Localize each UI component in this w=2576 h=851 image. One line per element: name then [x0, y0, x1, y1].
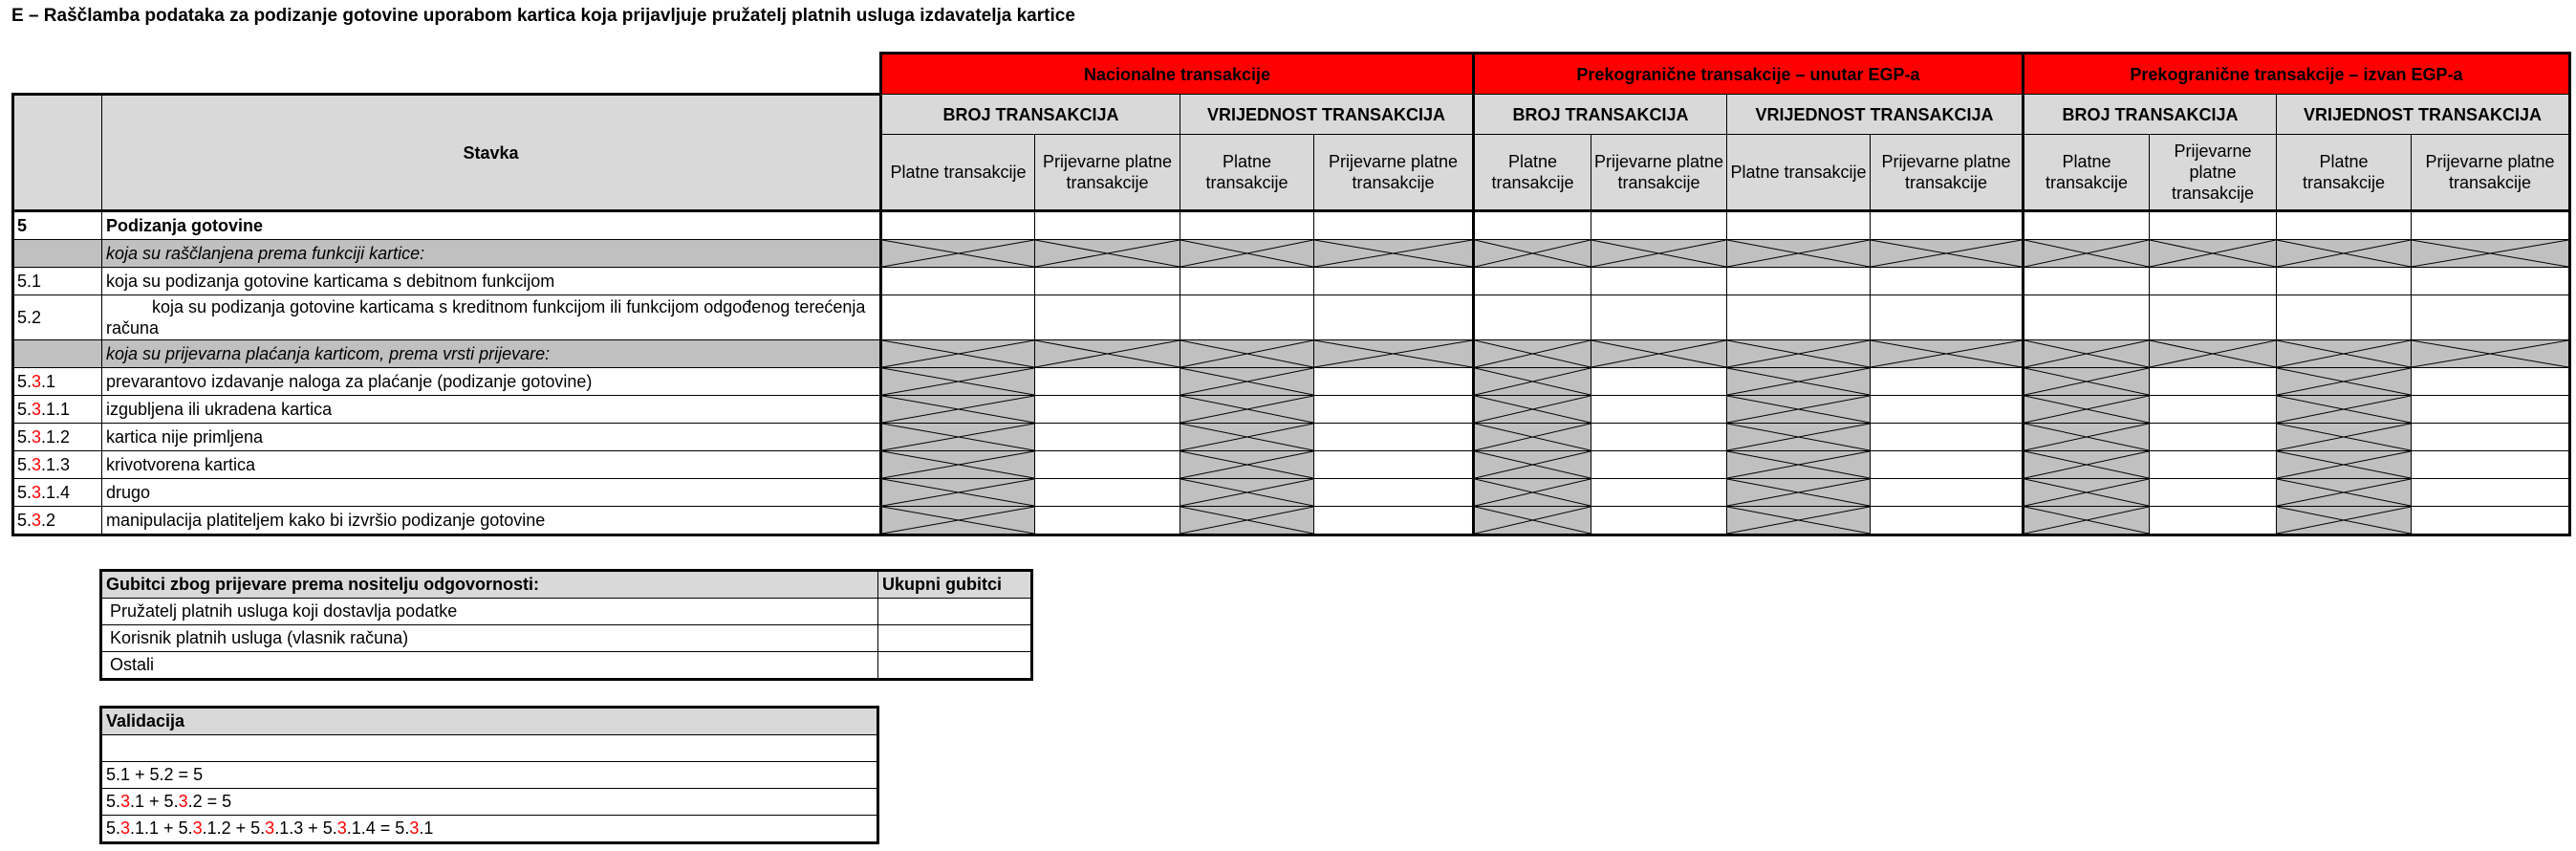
- input-cell[interactable]: [1871, 424, 2024, 451]
- validation-row: [101, 816, 878, 843]
- crossed-cell: [1727, 507, 1871, 535]
- row-code: [13, 240, 102, 268]
- input-cell[interactable]: [1727, 268, 1871, 295]
- subheader-broj: BROJ TRANSAKCIJA: [2024, 95, 2277, 135]
- input-cell[interactable]: [1314, 211, 1474, 240]
- crossed-cell: [1474, 479, 1591, 507]
- table-row: [13, 268, 2570, 295]
- crossed-cell: [2277, 240, 2412, 268]
- col-header-platne: Platne transakcije: [2024, 135, 2150, 211]
- crossed-cell: [881, 240, 1035, 268]
- losses-item-label: Ostali: [101, 652, 878, 680]
- row-code: 5: [13, 211, 102, 240]
- input-cell[interactable]: [881, 268, 1035, 295]
- input-cell[interactable]: [1035, 479, 1180, 507]
- input-cell[interactable]: [2150, 396, 2277, 424]
- crossed-cell: [1474, 368, 1591, 396]
- losses-header: Gubitci zbog prijevare prema nositelju odgovornosti:: [101, 571, 878, 599]
- row-label: Podizanja gotovine: [102, 211, 881, 240]
- input-cell[interactable]: [1035, 507, 1180, 535]
- input-cell[interactable]: [1314, 268, 1474, 295]
- validation-rule: 5.3.1.1 + 5.3.1.2 + 5.3.1.3 + 5.3.1.4 = 5.3.1: [101, 816, 878, 843]
- crossed-cell: [2150, 240, 2277, 268]
- subheader-vrijednost: VRIJEDNOST TRANSAKCIJA: [1727, 95, 2024, 135]
- row-code: 5.2: [13, 295, 102, 340]
- validation-rule: 5.3.1 + 5.3.2 = 5: [101, 789, 878, 816]
- col-header-platne: Platne transakcije: [881, 135, 1035, 211]
- input-cell[interactable]: [2150, 479, 2277, 507]
- crossed-cell: [1727, 424, 1871, 451]
- crossed-cell: [1474, 424, 1591, 451]
- validation-row: [101, 789, 878, 816]
- input-cell[interactable]: [1871, 295, 2024, 340]
- input-cell[interactable]: [2150, 424, 2277, 451]
- input-cell[interactable]: [2412, 295, 2570, 340]
- row-code: [13, 340, 102, 368]
- losses-total-header: Ukupni gubitci: [878, 571, 1032, 599]
- crossed-cell: [1035, 340, 1180, 368]
- input-cell[interactable]: [1180, 295, 1314, 340]
- crossed-cell: [1474, 451, 1591, 479]
- losses-item-label: Pružatelj platnih usluga koji dostavlja podatke: [101, 599, 878, 625]
- col-header-platne: Platne transakcije: [2277, 135, 2412, 211]
- crossed-cell: [2277, 368, 2412, 396]
- validation-row: [101, 762, 878, 789]
- crossed-cell: [1727, 340, 1871, 368]
- validation-table: [99, 706, 879, 844]
- input-cell[interactable]: [2412, 479, 2570, 507]
- row-code: 5.3.1.2: [13, 424, 102, 451]
- input-cell[interactable]: [1314, 396, 1474, 424]
- validation-rule: 5.1 + 5.2 = 5: [101, 762, 878, 789]
- crossed-cell: [1180, 368, 1314, 396]
- losses-row: [101, 625, 1032, 652]
- row-label: krivotvorena kartica: [102, 451, 881, 479]
- losses-header-row: [101, 571, 1032, 599]
- input-cell[interactable]: [2277, 268, 2412, 295]
- validation-row: [101, 735, 878, 762]
- crossed-cell: [2277, 424, 2412, 451]
- input-cell[interactable]: [1314, 295, 1474, 340]
- crossed-cell: [2024, 479, 2150, 507]
- input-cell[interactable]: [2150, 211, 2277, 240]
- validation-header: Validacija: [101, 708, 878, 735]
- crossed-cell: [881, 451, 1035, 479]
- crossed-cell: [2024, 424, 2150, 451]
- input-cell[interactable]: [1591, 368, 1727, 396]
- crossed-cell: [2277, 396, 2412, 424]
- input-cell[interactable]: [1591, 268, 1727, 295]
- col-header-prijevarne: Prijevarne platne transakcije: [2412, 135, 2570, 211]
- input-cell[interactable]: [1314, 451, 1474, 479]
- row-label: koja su podizanja gotovine karticama s kreditnom funkcijom ili funkcijom odgođenog terećenja računa: [102, 295, 881, 340]
- input-cell[interactable]: [2412, 396, 2570, 424]
- crossed-cell: [1474, 240, 1591, 268]
- input-cell[interactable]: [2412, 451, 2570, 479]
- input-cell[interactable]: [881, 295, 1035, 340]
- input-cell[interactable]: [2412, 368, 2570, 396]
- input-cell[interactable]: [1591, 507, 1727, 535]
- input-cell[interactable]: [2150, 507, 2277, 535]
- table-row: [13, 507, 2570, 535]
- input-cell[interactable]: [881, 211, 1035, 240]
- crossed-cell: [1871, 340, 2024, 368]
- input-cell[interactable]: [1035, 268, 1180, 295]
- row-code: 5.3.1: [13, 368, 102, 396]
- row-code: 5.3.1.3: [13, 451, 102, 479]
- crossed-cell: [1314, 340, 1474, 368]
- row-label: koja su prijevarna plaćanja karticom, prema vrsti prijevare:: [102, 340, 881, 368]
- group-header-cross-eea: Prekogranične transakcije – unutar EGP-a: [1474, 54, 2024, 95]
- row-code: 5.1: [13, 268, 102, 295]
- input-cell[interactable]: [1314, 479, 1474, 507]
- input-cell[interactable]: [1871, 451, 2024, 479]
- crossed-cell: [881, 507, 1035, 535]
- page-title: E – Raščlamba podataka za podizanje gotovine uporabom kartica koja prijavljuje pružatelj platnih usluga izdavatelja kartice: [11, 6, 1075, 26]
- crossed-cell: [1180, 424, 1314, 451]
- crossed-cell: [1180, 396, 1314, 424]
- subheader-broj: BROJ TRANSAKCIJA: [881, 95, 1180, 135]
- crossed-cell: [1474, 396, 1591, 424]
- crossed-cell: [1180, 340, 1314, 368]
- crossed-cell: [2024, 507, 2150, 535]
- row-code: 5.3.1.4: [13, 479, 102, 507]
- input-cell[interactable]: [1180, 268, 1314, 295]
- col-header-prijevarne: Prijevarne platne transakcije: [1035, 135, 1180, 211]
- header-code-cell: [13, 95, 102, 211]
- input-cell[interactable]: [2150, 295, 2277, 340]
- input-cell[interactable]: [1314, 368, 1474, 396]
- crossed-cell: [2024, 396, 2150, 424]
- table-row: [13, 340, 2570, 368]
- validation-header-row: [101, 708, 878, 735]
- row-label: kartica nije primljena: [102, 424, 881, 451]
- crossed-cell: [1591, 240, 1727, 268]
- input-cell[interactable]: [1727, 211, 1871, 240]
- crossed-cell: [1180, 507, 1314, 535]
- crossed-cell: [2412, 340, 2570, 368]
- losses-row: [101, 599, 1032, 625]
- input-cell[interactable]: [2412, 507, 2570, 535]
- group-header-national: Nacionalne transakcije: [881, 54, 1474, 95]
- input-cell[interactable]: [1474, 268, 1591, 295]
- input-cell[interactable]: [1871, 507, 2024, 535]
- row-code: 5.3.2: [13, 507, 102, 535]
- losses-row: [101, 652, 1032, 680]
- input-cell[interactable]: [1591, 396, 1727, 424]
- crossed-cell: [2150, 340, 2277, 368]
- subheader-vrijednost: VRIJEDNOST TRANSAKCIJA: [2277, 95, 2570, 135]
- input-cell[interactable]: [2150, 268, 2277, 295]
- input-cell[interactable]: [1591, 479, 1727, 507]
- input-cell[interactable]: [2024, 295, 2150, 340]
- crossed-cell: [1180, 451, 1314, 479]
- input-cell[interactable]: [1727, 295, 1871, 340]
- input-cell[interactable]: [1591, 211, 1727, 240]
- losses-value-cell[interactable]: [878, 652, 1032, 680]
- table-row: [13, 211, 2570, 240]
- col-header-platne: Platne transakcije: [1474, 135, 1591, 211]
- input-cell[interactable]: [1474, 295, 1591, 340]
- losses-item-label: Korisnik platnih usluga (vlasnik računa): [101, 625, 878, 652]
- input-cell[interactable]: [1871, 268, 2024, 295]
- input-cell[interactable]: [1035, 368, 1180, 396]
- input-cell[interactable]: [1035, 451, 1180, 479]
- crossed-cell: [1180, 240, 1314, 268]
- crossed-cell: [1180, 479, 1314, 507]
- input-cell[interactable]: [1474, 211, 1591, 240]
- header-blank: [13, 54, 881, 95]
- crossed-cell: [2412, 240, 2570, 268]
- col-header-prijevarne: Prijevarne platne transakcije: [1871, 135, 2024, 211]
- crossed-cell: [881, 479, 1035, 507]
- input-cell[interactable]: [2277, 295, 2412, 340]
- losses-table: [99, 569, 1033, 681]
- input-cell[interactable]: [1035, 424, 1180, 451]
- input-cell[interactable]: [1591, 295, 1727, 340]
- input-cell[interactable]: [1035, 211, 1180, 240]
- row-code: 5.3.1.1: [13, 396, 102, 424]
- table-row: [13, 295, 2570, 340]
- input-cell[interactable]: [2150, 368, 2277, 396]
- table-row: [13, 424, 2570, 451]
- input-cell[interactable]: [1871, 479, 2024, 507]
- validation-rule: [101, 735, 878, 762]
- table-row: [13, 479, 2570, 507]
- subheader-broj: BROJ TRANSAKCIJA: [1474, 95, 1727, 135]
- input-cell[interactable]: [1180, 211, 1314, 240]
- input-cell[interactable]: [2412, 424, 2570, 451]
- row-label: drugo: [102, 479, 881, 507]
- col-header-prijevarne: Prijevarne platne transakcije: [2150, 135, 2277, 211]
- input-cell[interactable]: [2024, 211, 2150, 240]
- input-cell[interactable]: [2412, 268, 2570, 295]
- input-cell[interactable]: [2024, 268, 2150, 295]
- crossed-cell: [2277, 451, 2412, 479]
- col-header-platne: Platne transakcije: [1727, 135, 1871, 211]
- input-cell[interactable]: [1035, 396, 1180, 424]
- input-cell[interactable]: [1871, 211, 2024, 240]
- crossed-cell: [2024, 368, 2150, 396]
- crossed-cell: [2277, 340, 2412, 368]
- crossed-cell: [1035, 240, 1180, 268]
- input-cell[interactable]: [1591, 451, 1727, 479]
- losses-value-cell[interactable]: [878, 599, 1032, 625]
- table-row: [13, 240, 2570, 268]
- table-row: [13, 451, 2570, 479]
- crossed-cell: [881, 396, 1035, 424]
- input-cell[interactable]: [2277, 211, 2412, 240]
- input-cell[interactable]: [1591, 424, 1727, 451]
- losses-value-cell[interactable]: [878, 625, 1032, 652]
- crossed-cell: [1727, 451, 1871, 479]
- crossed-cell: [1474, 340, 1591, 368]
- input-cell[interactable]: [1871, 368, 2024, 396]
- col-header-platne: Platne transakcije: [1180, 135, 1314, 211]
- input-cell[interactable]: [1035, 295, 1180, 340]
- row-label: manipulacija platiteljem kako bi izvršio podizanje gotovine: [102, 507, 881, 535]
- crossed-cell: [881, 340, 1035, 368]
- input-cell[interactable]: [1871, 396, 2024, 424]
- crossed-cell: [2024, 451, 2150, 479]
- input-cell[interactable]: [2412, 211, 2570, 240]
- crossed-cell: [1727, 396, 1871, 424]
- crossed-cell: [1871, 240, 2024, 268]
- col-header-prijevarne: Prijevarne platne transakcije: [1591, 135, 1727, 211]
- header-stavka: Stavka: [102, 95, 881, 211]
- crossed-cell: [1474, 507, 1591, 535]
- crossed-cell: [2277, 479, 2412, 507]
- subheader-vrijednost: VRIJEDNOST TRANSAKCIJA: [1180, 95, 1474, 135]
- group-header-cross-non-eea: Prekogranične transakcije – izvan EGP-a: [2024, 54, 2570, 95]
- crossed-cell: [1591, 340, 1727, 368]
- crossed-cell: [2277, 507, 2412, 535]
- input-cell[interactable]: [1314, 424, 1474, 451]
- crossed-cell: [881, 424, 1035, 451]
- fraud-breakdown-table: [11, 52, 2571, 536]
- crossed-cell: [1727, 479, 1871, 507]
- crossed-cell: [2024, 240, 2150, 268]
- col-header-prijevarne: Prijevarne platne transakcije: [1314, 135, 1474, 211]
- input-cell[interactable]: [1314, 507, 1474, 535]
- row-label: koja su podizanja gotovine karticama s debitnom funkcijom: [102, 268, 881, 295]
- row-label: izgubljena ili ukradena kartica: [102, 396, 881, 424]
- crossed-cell: [1314, 240, 1474, 268]
- row-label: koja su raščlanjena prema funkciji kartice:: [102, 240, 881, 268]
- table-row: [13, 396, 2570, 424]
- row-label: prevarantovo izdavanje naloga za plaćanje (podizanje gotovine): [102, 368, 881, 396]
- crossed-cell: [1727, 368, 1871, 396]
- crossed-cell: [881, 368, 1035, 396]
- crossed-cell: [1727, 240, 1871, 268]
- crossed-cell: [2024, 340, 2150, 368]
- table-row: [13, 368, 2570, 396]
- input-cell[interactable]: [2150, 451, 2277, 479]
